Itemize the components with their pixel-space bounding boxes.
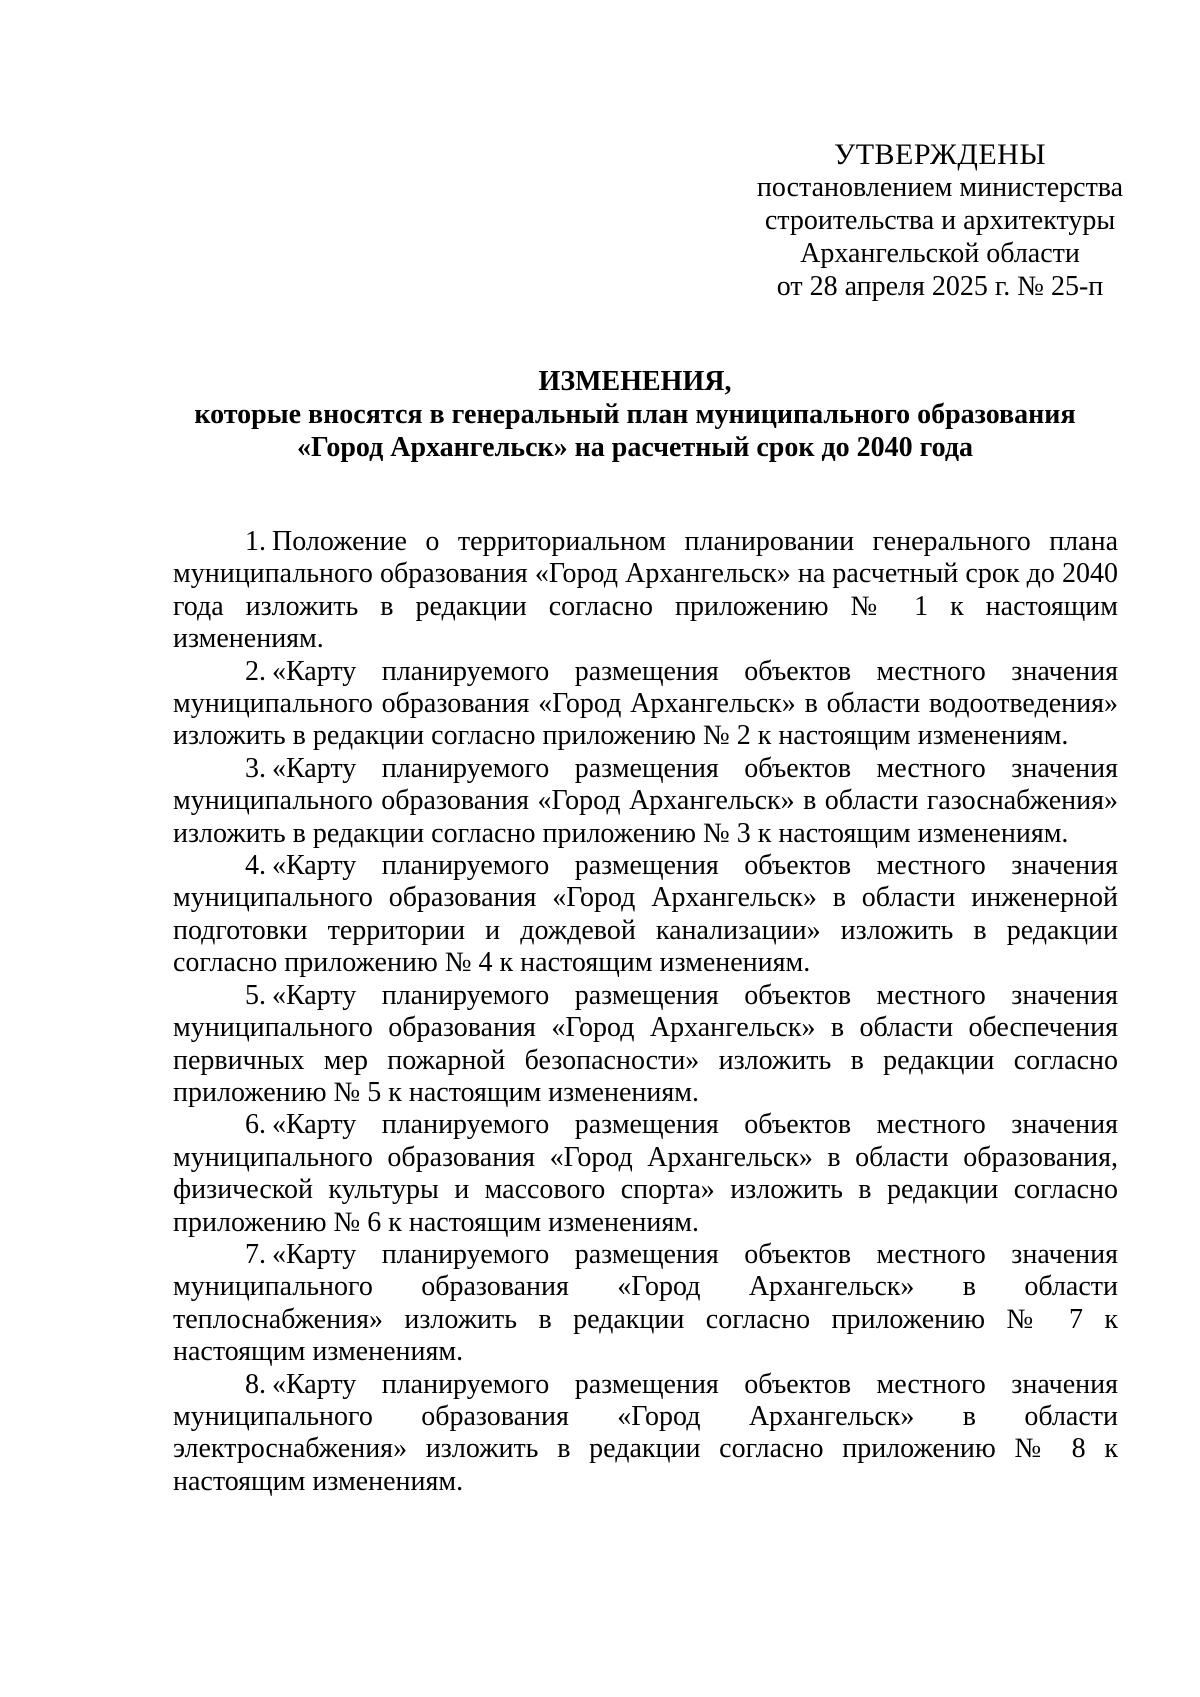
item-text: «Карту планируемого размещения объектов местного значения муниципального образования «Город Архангельск» в области инженерной подготовки территории и дождевой канализации» изложить в редакции согласно приложению № 4 к настоящим изменениям. — [173, 850, 1118, 979]
item-number: 4. — [245, 850, 266, 882]
approval-line: Архангельской области — [800, 238, 1080, 269]
item-text: «Карту планируемого размещения объектов местного значения муниципального образования «Город Архангельск» в области образования, физической культуры и массового спорта» изложить в редакции согласно приложению № 6 к настоящим изменениям. — [173, 1109, 1118, 1238]
list-item — [173, 1239, 1118, 1369]
approval-block — [740, 138, 1140, 303]
document-subtitle-line: «Город Архангельск» на расчетный срок до 2040 года — [296, 432, 974, 463]
document-subtitle-line: которые вносятся в генеральный план муниципального образования — [194, 399, 1076, 430]
document-body — [173, 526, 1118, 1498]
list-item — [173, 850, 1118, 980]
approval-title: УТВЕРЖДЕНЫ — [833, 138, 1047, 171]
item-number: 8. — [245, 1368, 266, 1400]
approval-line: постановлением министерства — [756, 172, 1124, 203]
list-item — [173, 526, 1118, 656]
item-text: «Карту планируемого размещения объектов местного значения муниципального образования «Город Архангельск» в области электроснабжения» изложить в редакции согласно приложению № 8 к настоящим изменениям. — [173, 1368, 1118, 1497]
document-heading — [160, 365, 1110, 464]
list-item — [173, 1369, 1118, 1499]
item-text: «Карту планируемого размещения объектов местного значения муниципального образования «Город Архангельск» в области водоотведения» изложить в редакции согласно приложению № 2 к настоящим изменениям. — [173, 655, 1118, 752]
list-item — [173, 980, 1118, 1110]
item-text: «Карту планируемого размещения объектов местного значения муниципального образования «Город Архангельск» в области теплоснабжения» изложить в редакции согласно приложению № 7 к настоящим изменениям. — [173, 1238, 1118, 1368]
item-number: 7. — [245, 1238, 266, 1270]
approval-date: от 28 апреля 2025 г. № 25-п — [776, 271, 1104, 302]
item-number: 3. — [245, 752, 266, 784]
item-number: 2. — [245, 655, 266, 687]
approval-line: строительства и архитектуры — [764, 205, 1116, 236]
item-number: 5. — [245, 979, 266, 1011]
item-number: 6. — [245, 1109, 266, 1141]
document-title: ИЗМЕНЕНИЯ, — [538, 366, 732, 397]
list-item — [173, 656, 1118, 753]
list-item — [173, 1109, 1118, 1239]
item-text: «Карту планируемого размещения объектов местного значения муниципального образования «Город Архангельск» в области обеспечения первичных мер пожарной безопасности» изложить в редакции согласно приложению № 5 к настоящим изменениям. — [173, 979, 1118, 1108]
item-number: 1. — [245, 526, 266, 557]
item-text: Положение о территориальном планировании генерального плана муниципального образования «Город Архангельск» на расчетный срок до 2040 года изложить в редакции согласно приложению № 1 к настоящим изменениям. — [173, 526, 1118, 655]
item-text: «Карту планируемого размещения объектов местного значения муниципального образования «Город Архангельск» в области газоснабжения» изложить в редакции согласно приложению № 3 к настоящим изменениям. — [173, 752, 1118, 849]
list-item — [173, 753, 1118, 850]
